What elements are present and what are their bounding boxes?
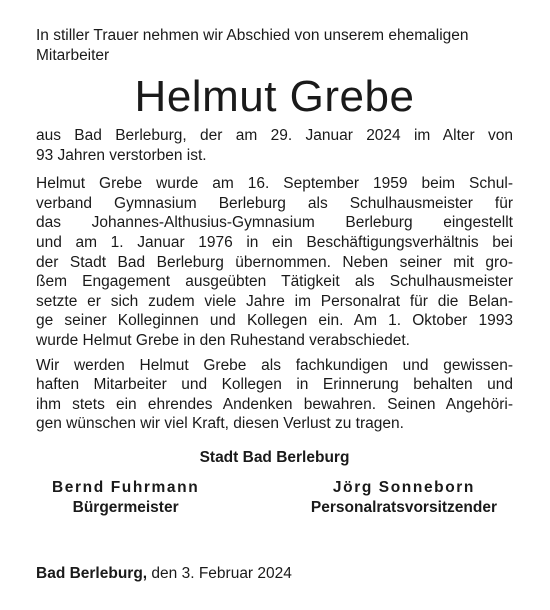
- text-line: 93 Jahren verstorben ist.: [36, 146, 207, 164]
- signatory-name: Bernd Fuhrmann: [52, 478, 200, 496]
- signatory-role: Bürgermeister: [72, 498, 179, 516]
- text-line: gen wünschen wir viel Kraft, diesen Verlust zu tragen.: [36, 415, 404, 433]
- intro-line: In stiller Trauer nehmen wir Abschied von unserem ehemaligen: [36, 27, 469, 44]
- organization-name: Stadt Bad Berleburg: [199, 448, 350, 466]
- text-line: ge seiner Kolleginnen und Kollegen ein. Am 1. Oktober 1993: [36, 312, 513, 330]
- text-line: haften Mitarbeiter und Kollegen in Erinnerung behalten und: [36, 376, 513, 394]
- place-and-date: [36, 564, 292, 584]
- place: Bad Berleburg,: [36, 565, 148, 582]
- signatory-council-chair: [311, 478, 497, 518]
- signatures: [36, 478, 513, 518]
- paragraph-career: [36, 174, 513, 350]
- text-line: aus Bad Berleburg, der am 29. Januar 2024 im Alter von: [36, 127, 513, 144]
- signatory-name: Jörg Sonneborn: [332, 478, 475, 496]
- intro-text: [36, 26, 513, 66]
- text-line: verband Gymnasium Berleburg als Schulhausmeister für: [36, 194, 513, 212]
- text-line: setzte er sich zudem viele Jahre im Personalrat für die Belan-: [36, 292, 513, 310]
- deceased-name: Helmut Grebe: [134, 72, 415, 121]
- signatory-role: Personalratsvorsitzender: [310, 498, 497, 516]
- text-line: Wir werden Helmut Grebe als fachkundigen und gewissen-: [36, 356, 513, 374]
- text-line: ßem Engagement ausgeübten Tätigkeit als Schulhausmeister: [36, 273, 513, 291]
- paragraph-remembrance: [36, 356, 513, 434]
- text-line: und am 1. Januar 1976 in ein Beschäftigungsverhältnis bei: [36, 233, 513, 251]
- paragraph-death-info: [36, 126, 513, 165]
- text-line: Helmut Grebe wurde am 16. September 1959 beim Schul-: [36, 175, 513, 193]
- text-line: der Stadt Bad Berleburg übernommen. Neben seiner mit gro-: [36, 253, 513, 271]
- intro-line: Mitarbeiter: [36, 47, 110, 64]
- signatory-mayor: [52, 478, 199, 518]
- text-line: das Johannes-Althusius-Gymnasium Berleburg eingestellt: [36, 214, 513, 232]
- text-line: ihm stets ein ehrendes Andenken bewahren. Seinen Angehöri-: [36, 395, 513, 413]
- text-line: wurde Helmut Grebe in den Ruhestand verabschiedet.: [36, 331, 410, 349]
- date: den 3. Februar 2024: [151, 565, 292, 582]
